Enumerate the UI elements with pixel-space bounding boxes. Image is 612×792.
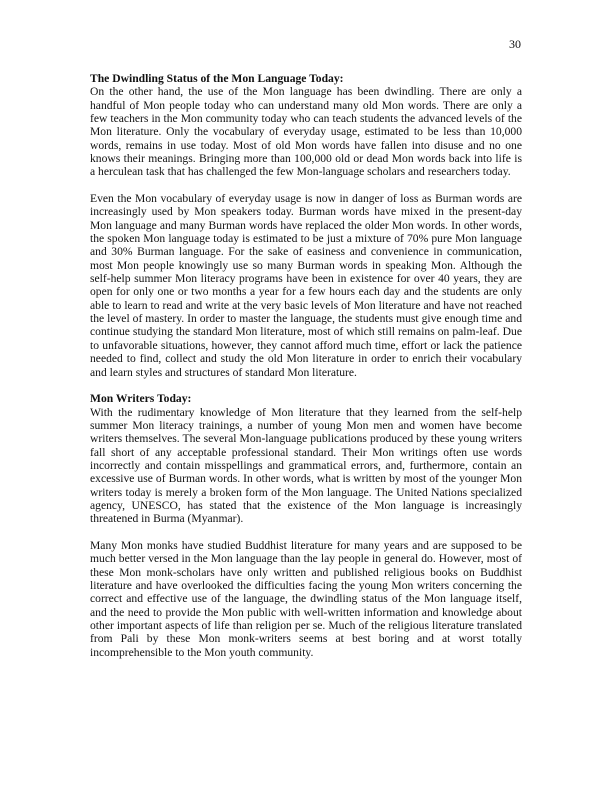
section-mon-writers xyxy=(90,392,522,659)
document-body xyxy=(90,72,522,672)
section-dwindling-status xyxy=(90,72,522,379)
paragraph: Many Mon monks have studied Buddhist literature for many years and are supposed to be much better versed in the Mon language than the lay people in general do. However, most of these Mon monk-scholars have only written and published religious books on Buddhist literature and have overlooked the difficulties facing the young Mon writers concerning the correct and effective use of the language, the dwindling status of the Mon language itself, and the need to provide the Mon public with well-written information and knowledge about other important aspects of life than religion per se. Much of the religious literature translated from Pali by these Mon monk-writers seems at best boring and at worst totally incomprehensible to the Mon youth community. xyxy=(90,538,522,659)
section-heading: Mon Writers Today: xyxy=(90,392,192,406)
paragraph: With the rudimentary knowledge of Mon literature that they learned from the self-help summer Mon literacy trainings, a number of young Mon men and women have become writers themselves. The several Mon-language publications produced by these young writers fall short of any acceptable professional standard. Their Mon writings often use words incorrectly and contain misspellings and grammatical errors, and, furthermore, contain an excessive use of Burman words. In other words, what is written by most of the younger Mon writers today is merely a broken form of the Mon language. The United Nations specialized agency, UNESCO, has stated that the existence of the Mon language is increasingly threatened in Burma (Myanmar). xyxy=(90,405,522,526)
page-number: 30 xyxy=(509,37,521,51)
section-heading: The Dwindling Status of the Mon Language Today: xyxy=(90,72,344,85)
paragraph: Even the Mon vocabulary of everyday usage is now in danger of loss as Burman words are increasingly used by Mon speakers today. Burman words have mixed in the present-day Mon language and many Burman words have replaced the older Mon words. In other words, the spoken Mon language today is estimated to be just a mixture of 70% pure Mon language and 30% Burman language. For the sake of easiness and convenience in communication, most Mon people knowingly use so many Burman words in speaking Mon. Although the self-help summer Mon literacy programs have been in existence for over 40 years, they are open for only one or two months a year for a few hours each day and the students are only able to learn to read and write at the very basic levels of Mon literature and have not reached the level of mastery. In order to master the language, the students must give enough time and continue studying the standard Mon literature, most of which still remains on palm-leaf. Due to unfavorable situations, however, they cannot afford much time, effort or lack the patience needed to find, collect and study the old Mon literature in order to enrich their vocabulary and learn styles and structures of standard Mon literature. xyxy=(90,192,522,379)
paragraph: On the other hand, the use of the Mon language has been dwindling. There are only a handful of Mon people today who can understand many old Mon words. There are only a few teachers in the Mon community today who can teach students the advanced levels of the Mon literature. Only the vocabulary of everyday usage, estimated to be less than 10,000 words, remains in use today. Most of old Mon words have fallen into disuse and no one knows their meanings. Bringing more than 100,000 old or dead Mon words back into life is a herculean task that has challenged the few Mon-language scholars and researchers today. xyxy=(90,85,522,179)
